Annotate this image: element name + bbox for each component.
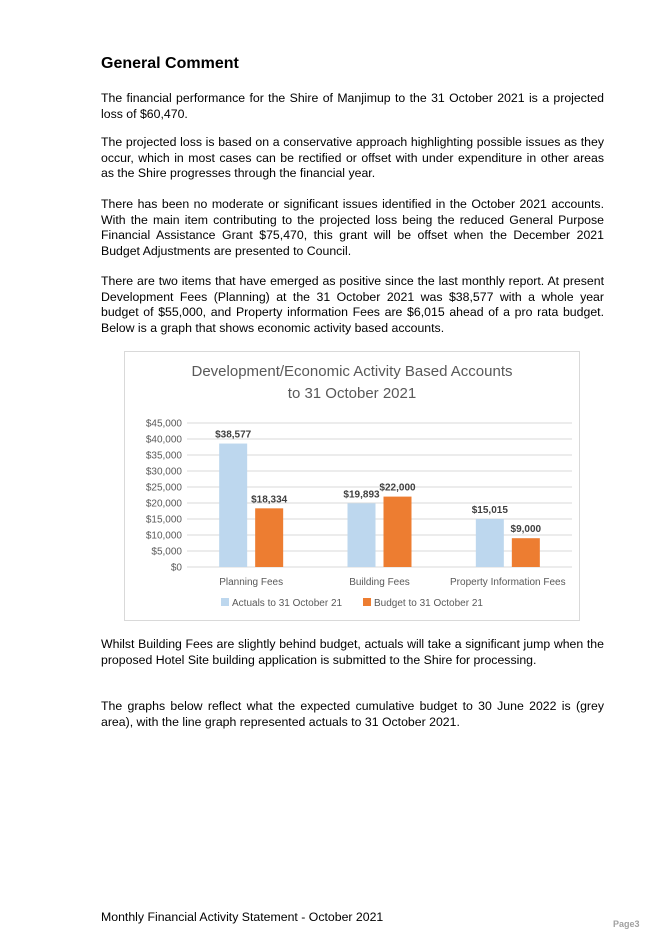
bar-budget <box>512 538 540 567</box>
y-tick-label: $0 <box>170 562 182 574</box>
y-tick-label: $40,000 <box>145 434 182 446</box>
y-tick-label: $5,000 <box>151 546 182 558</box>
y-tick-label: $30,000 <box>145 466 182 478</box>
data-label: $38,577 <box>215 429 252 441</box>
y-tick-label: $45,000 <box>145 418 182 430</box>
paragraph-positive-items: There are two items that have emerged as positive since the last monthly report. At present Development Fees (Planning) at the 31 October 2021 was $38,577 with a whole year budget of $55,000, and Property information Fees are $6,015 ahead of a pro rata budget. Below is a graph that shows economic activity based accounts. <box>101 274 604 335</box>
data-label: $22,000 <box>379 482 416 494</box>
bar-budget <box>384 497 412 567</box>
x-tick-label: Property Information Fees <box>450 577 566 588</box>
legend-label: Actuals to 31 October 21 <box>232 598 343 609</box>
y-tick-label: $35,000 <box>145 450 182 462</box>
chart-title-line1: Development/Economic Activity Based Accounts <box>191 363 513 380</box>
paragraph-building-fees: Whilst Building Fees are slightly behind budget, actuals will take a significant jump when the proposed Hotel Site building application is submitted to the Shire for processing. <box>101 637 604 667</box>
chart-canvas <box>125 352 579 620</box>
y-tick-label: $10,000 <box>145 530 182 542</box>
legend-label: Budget to 31 October 21 <box>374 598 483 609</box>
y-tick-label: $15,000 <box>145 514 182 526</box>
paragraph-conservative-approach: The projected loss is based on a conservative approach highlighting possible issues as they occur, which in most cases can be rectified or offset with under expenditure in other areas as the Shire progresses through the financial year. <box>101 135 604 181</box>
section-heading: General Comment <box>101 55 239 72</box>
page-footer: Monthly Financial Activity Statement - October 2021 <box>101 910 384 924</box>
legend-swatch <box>221 598 229 606</box>
page-number: Page3 <box>613 919 640 929</box>
legend-swatch <box>363 598 371 606</box>
x-tick-label: Planning Fees <box>219 577 284 588</box>
bar-actual <box>348 503 376 567</box>
paragraph-graphs-below: The graphs below reflect what the expected cumulative budget to 30 June 2022 is (grey area), with the line graph represented actuals to 31 October 2021. <box>101 699 604 729</box>
paragraph-projected-loss: The financial performance for the Shire of Manjimup to the 31 October 2021 is a projected loss of $60,470. <box>101 91 604 121</box>
x-tick-label: Building Fees <box>349 577 410 588</box>
y-tick-label: $20,000 <box>145 498 182 510</box>
y-tick-label: $25,000 <box>145 482 182 494</box>
data-label: $9,000 <box>510 524 542 536</box>
paragraph-no-issues: There has been no moderate or significant issues identified in the October 2021 accounts. With the main item contributing to the projected loss being the reduced General Purpose Financial Assistance Grant $75,470, this grant will be offset when the December 2021 Budget Adjustments are presented to Council. <box>101 197 604 258</box>
data-label: $18,334 <box>251 494 288 506</box>
bar-actual <box>219 444 247 567</box>
bar-budget <box>255 508 283 567</box>
chart-title-line2: to 31 October 2021 <box>287 385 417 402</box>
data-label: $19,893 <box>343 489 380 501</box>
economic-activity-chart <box>124 351 580 621</box>
bar-actual <box>476 519 504 567</box>
data-label: $15,015 <box>471 504 508 516</box>
